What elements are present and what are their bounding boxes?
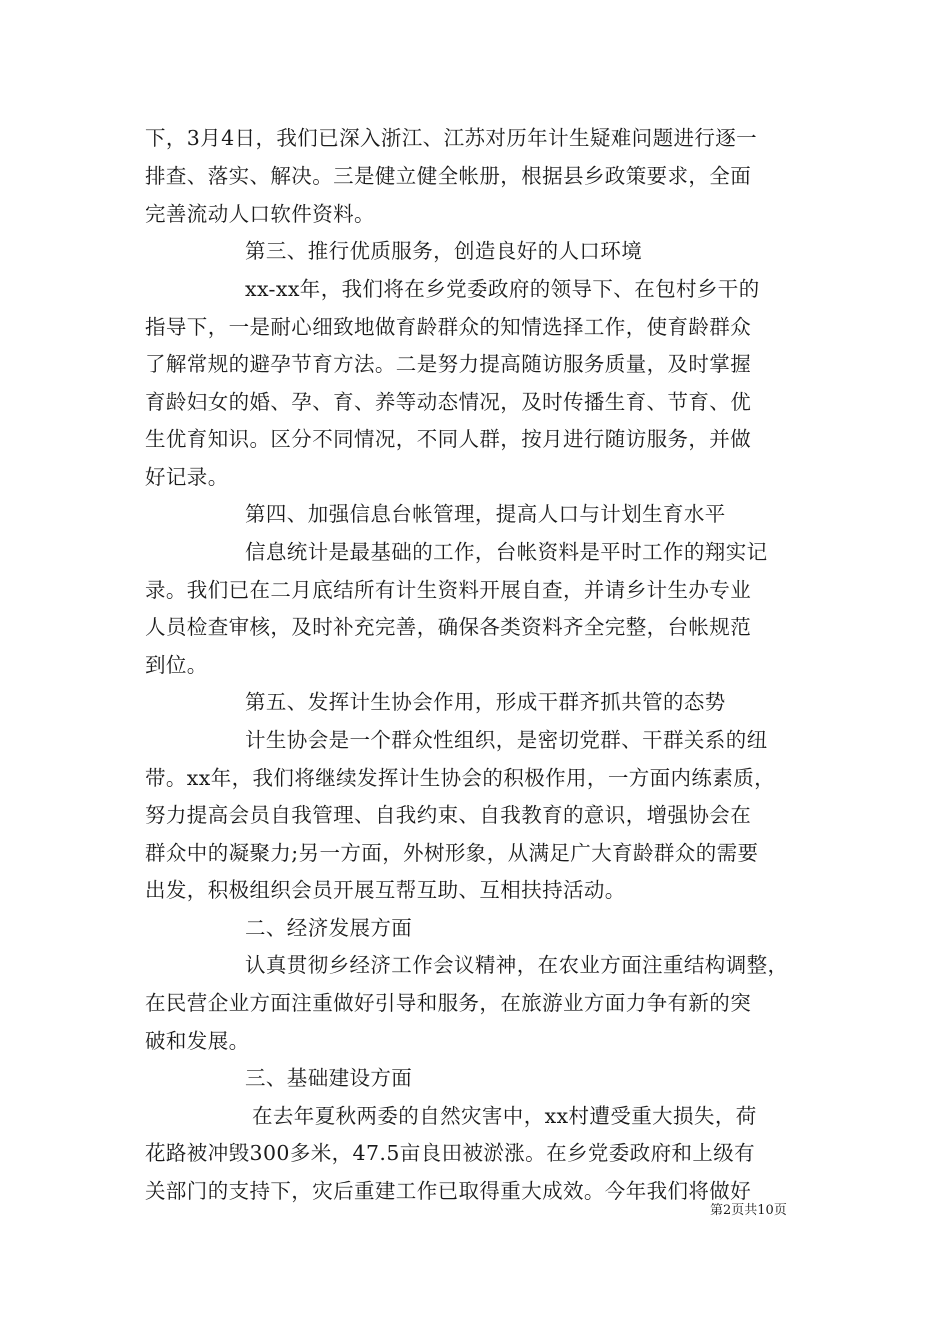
- section-heading: 第四、加强信息台帐管理，提高人口与计划生育水平: [245, 502, 726, 526]
- text-line: 群众中的凝聚力;另一方面，外树形象，从满足广大育龄群众的需要: [145, 841, 759, 865]
- text-line: 在去年夏秋两委的自然灾害中，xx村遭受重大损失，荷: [252, 1104, 757, 1128]
- text-line: 关部门的支持下，灾后重建工作已取得重大成效。今年我们将做好: [145, 1179, 752, 1203]
- text-line: 好记录。: [145, 465, 229, 489]
- text-line: 录。我们已在二月底结所有计生资料开展自查，并请乡计生办专业: [145, 578, 752, 602]
- text-line: 完善流动人口软件资料。: [145, 202, 375, 226]
- text-line: 在民营企业方面注重做好引导和服务，在旅游业方面力争有新的突: [145, 991, 752, 1015]
- text-line: 信息统计是最基础的工作，台帐资料是平时工作的翔实记: [245, 540, 768, 564]
- text-line: 花路被冲毁300多米，47.5亩良田被淤涨。在乡党委政府和上级有: [145, 1141, 756, 1165]
- text-line: xx-xx年，我们将在乡党委政府的领导下、在包村乡干的: [245, 277, 760, 301]
- section-heading: 二、经济发展方面: [245, 916, 413, 940]
- text-line: 带。xx年，我们将继续发挥计生协会的积极作用，一方面内练素质，: [145, 766, 776, 790]
- text-line: 下，3月4日，我们已深入浙江、江苏对历年计生疑难问题进行逐一: [145, 126, 758, 150]
- section-heading: 三、基础建设方面: [245, 1066, 413, 1090]
- section-heading: 第三、推行优质服务，创造良好的人口环境: [245, 239, 643, 263]
- text-line: 破和发展。: [145, 1029, 250, 1053]
- text-line: 计生协会是一个群众性组织，是密切党群、干群关系的纽: [245, 728, 768, 752]
- text-line: 排查、落实、解决。三是健立健全帐册，根据县乡政策要求，全面: [145, 164, 752, 188]
- text-line: 育龄妇女的婚、孕、育、养等动态情况，及时传播生育、节育、优: [145, 390, 752, 414]
- page-number: 第2页共10页: [710, 1203, 787, 1218]
- text-line: 了解常规的避孕节育方法。二是努力提高随访服务质量，及时掌握: [145, 352, 752, 376]
- text-line: 指导下，一是耐心细致地做育龄群众的知情选择工作，使育龄群众: [145, 315, 752, 339]
- text-line: 认真贯彻乡经济工作会议精神，在农业方面注重结构调整，: [245, 953, 789, 977]
- text-line: 出发，积极组织会员开展互帮互助、互相扶持活动。: [145, 878, 626, 902]
- text-line: 到位。: [145, 653, 208, 677]
- text-line: 人员检查审核，及时补充完善，确保各类资料齐全完整，台帐规范: [145, 615, 752, 639]
- section-heading: 第五、发挥计生协会作用，形成干群齐抓共管的态势: [245, 690, 726, 714]
- text-line: 努力提高会员自我管理、自我约束、自我教育的意识，增强协会在: [145, 803, 752, 827]
- text-line: 生优育知识。区分不同情况，不同人群，按月进行随访服务，并做: [145, 427, 752, 451]
